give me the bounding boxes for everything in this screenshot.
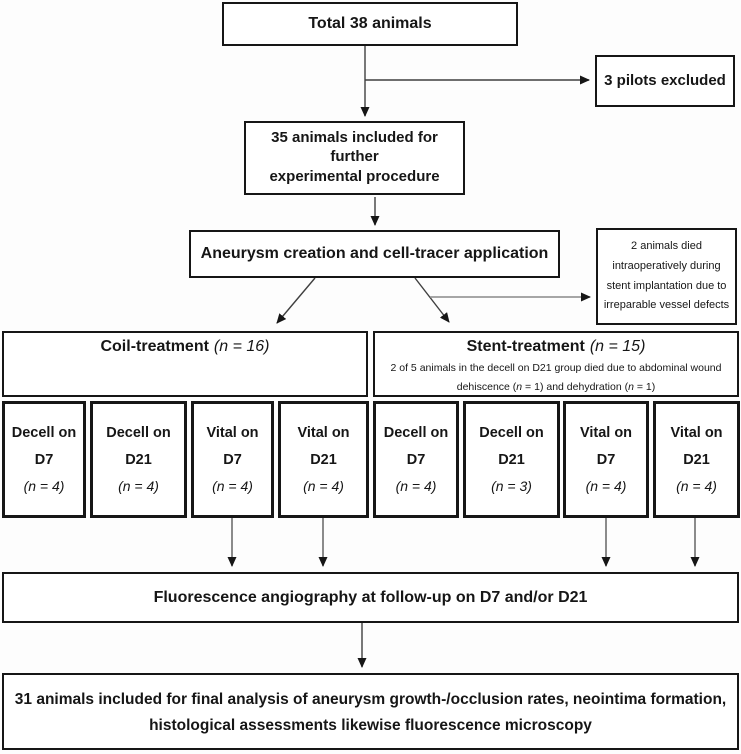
node-coil-treatment <box>2 331 368 397</box>
node-pilots-excluded <box>595 55 735 107</box>
node-final-analysis-line1: 31 animals included for final analysis of aneurysm growth-/occlusion rates, neointima formation, <box>14 691 727 709</box>
died-note-line1: 2 animals died <box>631 240 702 252</box>
died-note-line3: stent implantation due to <box>606 279 727 292</box>
node-animals-included-line2: experimental procedure <box>269 168 440 185</box>
coil-treatment-title <box>100 337 269 357</box>
node-pilots-excluded-label: 3 pilots excluded <box>604 71 726 89</box>
subgroup-n: (n = 4) <box>118 477 159 494</box>
node-final-analysis <box>2 673 739 750</box>
coil-treatment-name: Coil-treatment <box>100 338 209 355</box>
node-coil-decell-d7 <box>2 401 86 518</box>
node-stent-treatment <box>373 331 739 397</box>
subgroup-n: (n = 4) <box>585 477 627 494</box>
subgroup-n: (n = 4) <box>23 477 65 494</box>
node-coil-vital-d7 <box>191 401 274 518</box>
node-stent-vital-d7 <box>563 401 649 518</box>
arrow-aneurysm-to-stent <box>415 278 449 322</box>
subgroup-line2: D21 <box>498 451 525 468</box>
node-coil-decell-d21 <box>90 401 187 518</box>
stent-treatment-title <box>467 337 646 357</box>
node-animals-included <box>244 121 465 195</box>
subgroup-line1: Vital on <box>297 424 350 441</box>
stent-deaths-note-line1: 2 of 5 animals in the decell on D21 group died due to abdominal wound <box>390 362 722 374</box>
node-died-intraoperatively-note <box>596 228 737 325</box>
arrow-aneurysm-to-coil <box>277 278 315 323</box>
subgroup-line2: D7 <box>223 451 242 468</box>
stent-treatment-name: Stent-treatment <box>466 338 585 355</box>
node-animals-included-line1: 35 animals included for further <box>271 129 438 165</box>
node-fluorescence-angiography-label: Fluorescence angiography at follow-up on D7 and/or D21 <box>153 588 588 606</box>
subgroup-line2: D7 <box>596 451 616 468</box>
subgroup-line1: Decell on <box>11 424 77 441</box>
subgroup-line2: D21 <box>125 451 152 468</box>
subgroup-line1: Decell on <box>106 424 171 441</box>
node-fluorescence-angiography <box>2 572 739 623</box>
subgroup-line2: D21 <box>683 451 710 468</box>
subgroup-n: (n = 4) <box>212 477 253 494</box>
subgroup-n: (n = 3) <box>491 477 532 494</box>
node-final-analysis-line2: histological assessments likewise fluorescence microscopy <box>149 717 592 735</box>
stent-treatment-n: (n = 15) <box>589 338 646 355</box>
stent-deaths-note-line2: dehiscence (n = 1) and dehydration (n = 1) <box>456 381 656 393</box>
subgroup-line2: D7 <box>406 451 426 468</box>
subgroup-line1: Vital on <box>206 424 259 441</box>
subgroup-line2: D7 <box>34 451 54 468</box>
subgroup-line1: Vital on <box>579 424 633 441</box>
subgroup-n: (n = 4) <box>303 477 344 494</box>
node-total-animals-label: Total 38 animals <box>308 15 432 32</box>
subgroup-n: (n = 4) <box>676 477 717 494</box>
node-total-animals <box>222 2 518 46</box>
node-stent-decell-d21 <box>463 401 560 518</box>
node-stent-vital-d21 <box>653 401 740 518</box>
subgroup-line1: Vital on <box>670 424 723 441</box>
coil-treatment-n: (n = 16) <box>213 338 270 355</box>
died-note-line2: intraoperatively during <box>612 259 721 272</box>
subgroup-line1: Decell on <box>479 424 544 441</box>
died-note-line4: irreparable vessel defects <box>603 299 730 312</box>
node-aneurysm-creation <box>189 230 560 278</box>
node-coil-vital-d21 <box>278 401 369 518</box>
subgroup-line1: Decell on <box>383 424 449 441</box>
node-stent-decell-d7 <box>373 401 459 518</box>
subgroup-line2: D21 <box>310 451 337 468</box>
node-aneurysm-creation-label: Aneurysm creation and cell-tracer application <box>200 245 549 262</box>
subgroup-n: (n = 4) <box>395 477 437 494</box>
